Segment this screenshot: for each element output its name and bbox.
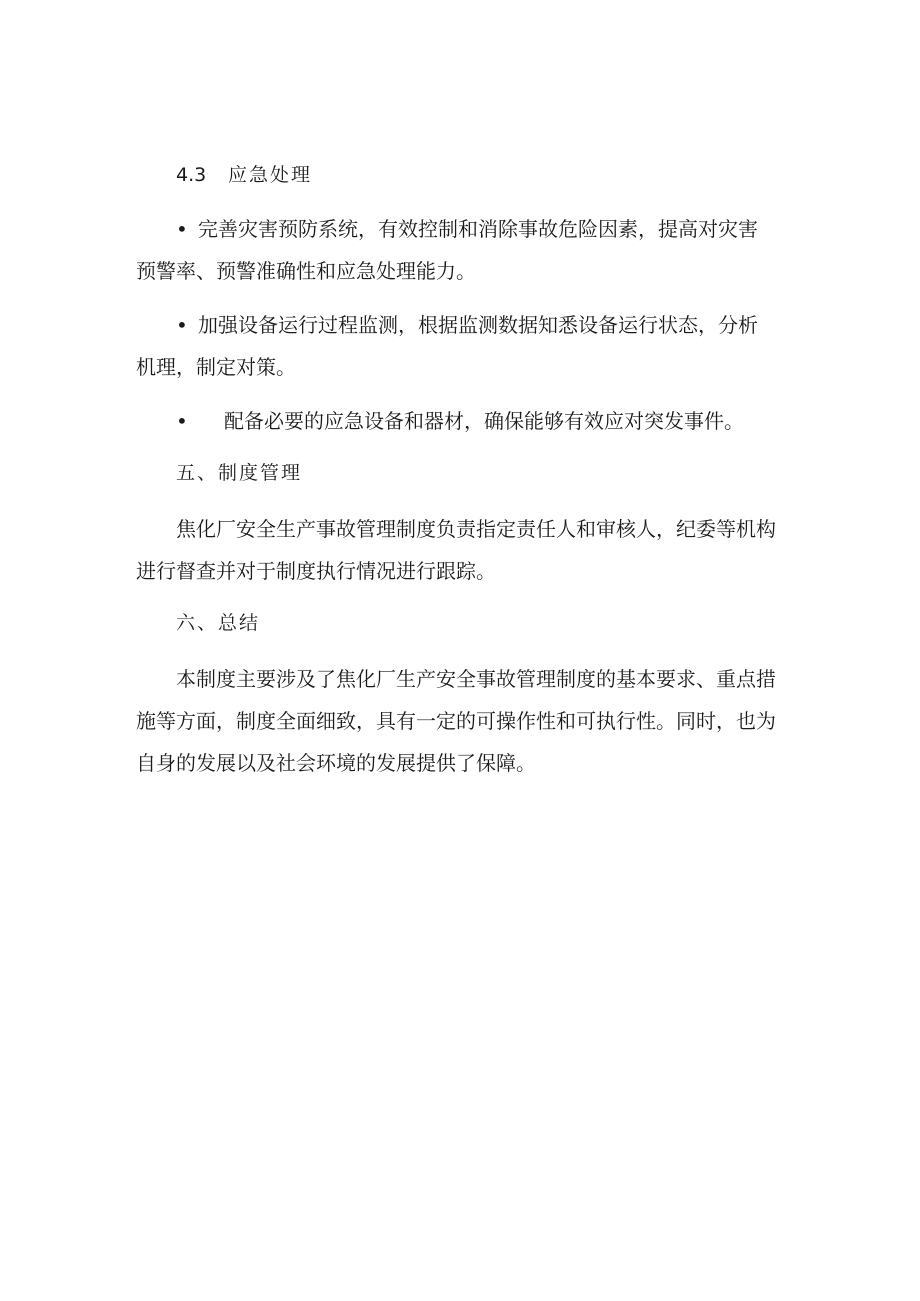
bullet-dot: •: [176, 217, 188, 241]
bullet-item-2: [136, 304, 786, 388]
section-4-3-heading: [176, 154, 826, 196]
bullet-text-line-1: 完善灾害预防系统，有效控制和消除事故危险因素，提高对灾害: [198, 217, 758, 241]
section-5-heading: 五、制度管理: [176, 462, 303, 484]
paragraph-line: 本制度主要涉及了焦化厂生产安全事故管理制度的基本要求、重点措: [176, 667, 776, 691]
bullet-dot: •: [176, 313, 188, 337]
bullet-text-line-1: 配备必要的应急设备和器材，确保能够有效应对突发事件。: [224, 409, 744, 433]
bullet-text-line-1: 加强设备运行过程监测，根据监测数据知悉设备运行状态，分析: [198, 313, 758, 337]
paragraph-line: 自身的发展以及社会环境的发展提供了保障。: [136, 751, 536, 775]
section-6-paragraph: [136, 658, 786, 784]
section-5-paragraph: [136, 508, 786, 592]
paragraph-line: 焦化厂安全生产事故管理制度负责指定责任人和审核人，纪委等机构: [176, 517, 776, 541]
bullet-item-3: [136, 400, 786, 442]
bullet-text-line-2: 机理，制定对策。: [136, 355, 296, 379]
section-title: 应急处理: [228, 164, 313, 186]
paragraph-line: 施等方面，制度全面细致，具有一定的可操作性和可执行性。同时，也为: [136, 709, 776, 733]
bullet-dot: •: [176, 409, 188, 433]
bullet-text-line-2: 预警率、预警准确性和应急处理能力。: [136, 259, 476, 283]
paragraph-line: 进行督查并对于制度执行情况进行跟踪。: [136, 559, 496, 583]
bullet-item-1: [136, 208, 786, 292]
section-6-heading: 六、总结: [176, 612, 261, 634]
section-number: 4.3: [176, 164, 207, 186]
